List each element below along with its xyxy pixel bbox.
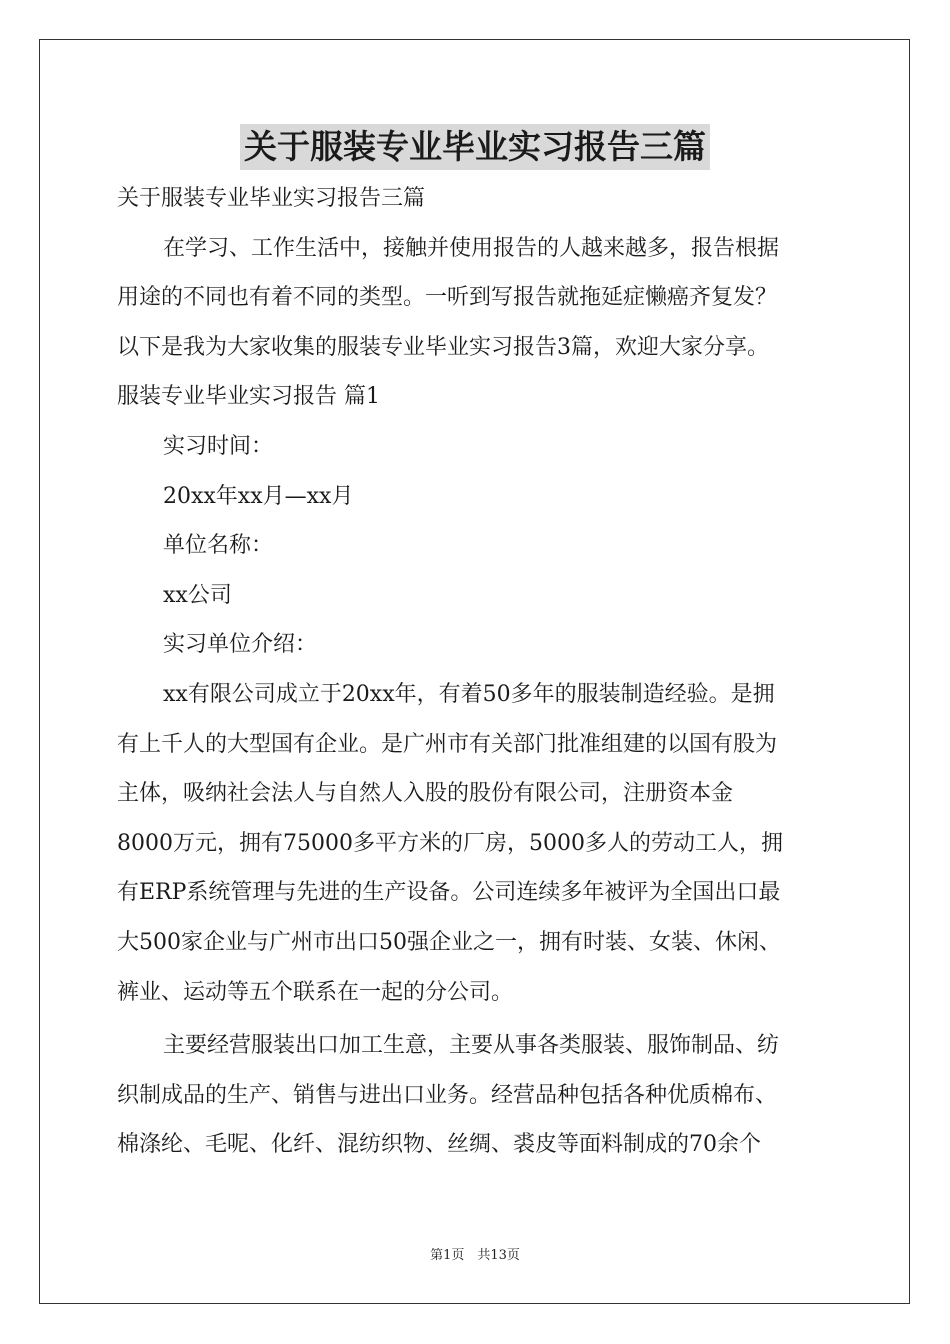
document-body [117, 174, 857, 1170]
body-line: 有ERP系统管理与先进的生产设备。公司连续多年被评为全国出口最 [117, 880, 781, 906]
body-line: 以下是我为大家收集的服装专业毕业实习报告3篇，欢迎大家分享。 [117, 334, 769, 360]
body-line: 大500家企业与广州市出口50强企业之一，拥有时装、女装、休闲、 [117, 929, 781, 955]
body-line: 实习时间： [163, 433, 274, 459]
section-heading: 服装专业毕业实习报告 篇1 [117, 384, 380, 410]
body-line: 主要经营服装出口加工生意，主要从事各类服装、服饰制品、纺 [163, 1033, 780, 1059]
body-line: 单位名称： [163, 533, 274, 559]
body-line: 关于服装专业毕业实习报告三篇 [117, 186, 426, 211]
page-footer: 第1页 共13页 [430, 1248, 520, 1263]
body-line: 有上千人的大型国有企业。是广州市有关部门批准组建的以国有股为 [117, 731, 778, 757]
body-line: 20xx年xx月—xx月 [163, 483, 354, 509]
body-line: 用途的不同也有着不同的类型。一听到写报告就拖延症懒癌齐复发？ [117, 285, 778, 311]
body-line: 实习单位介绍： [163, 632, 318, 658]
body-line: 棉涤纶、毛呢、化纤、混纺织物、丝绸、裘皮等面料制成的70余个 [117, 1132, 761, 1158]
body-line: xx公司 [163, 582, 232, 608]
body-line: 8000万元，拥有75000多平方米的厂房，5000多人的劳动工人，拥 [117, 830, 783, 856]
body-line: 主体，吸纳社会法人与自然人入股的股份有限公司，注册资本金 [117, 781, 734, 807]
body-line: 裤业、运动等五个联系在一起的分公司。 [117, 979, 514, 1005]
body-line: xx有限公司成立于20xx年，有着50多年的服装制造经验。是拥 [163, 681, 775, 707]
body-line: 在学习、工作生活中，接触并使用报告的人越来越多，报告根据 [163, 235, 780, 261]
document-title: 关于服装专业毕业实习报告三篇 [240, 124, 710, 170]
title-container [0, 124, 950, 170]
body-line: 织制成品的生产、销售与进出口业务。经营品种包括各种优质棉布、 [117, 1082, 778, 1108]
